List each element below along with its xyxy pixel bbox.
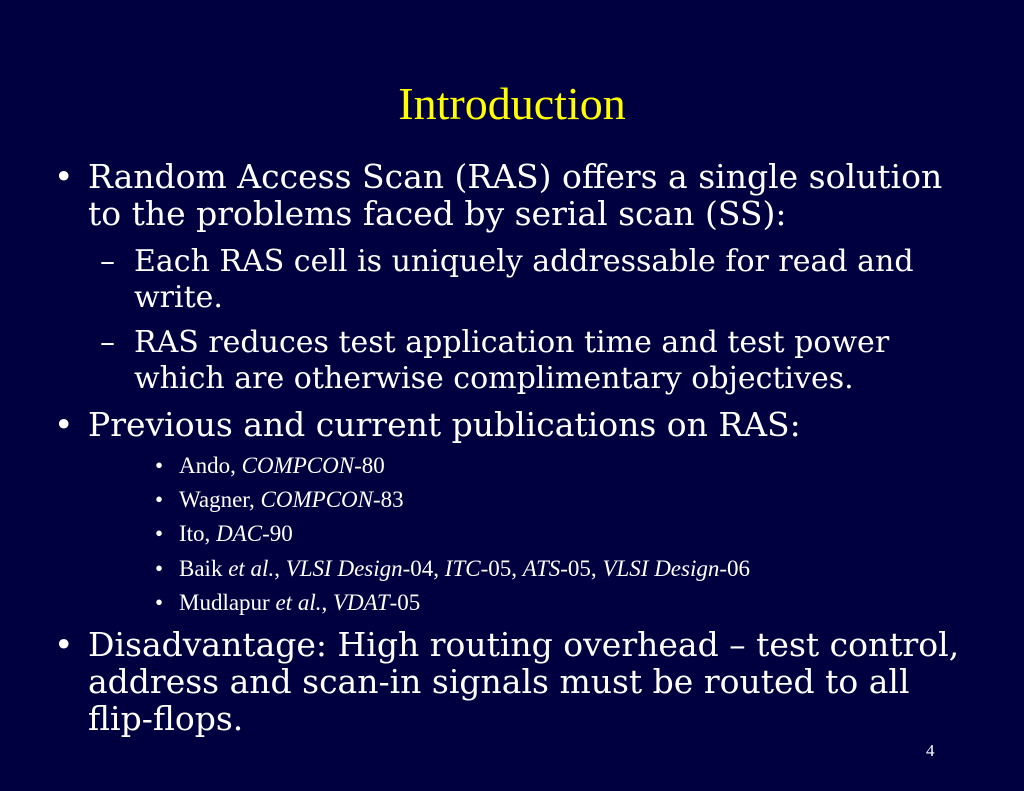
bullet-marker: • [155,590,164,615]
pub-separator: , [321,590,333,615]
publication-baik [155,555,955,583]
pub-venue: COMPCON [260,487,373,512]
page-number: 4 [926,741,935,760]
bullet-marker: • [155,521,164,546]
pub-author: Baik [179,556,229,581]
pub-author: Ito, [179,521,217,546]
bullet-marker: • [155,453,164,478]
pub-venue: DAC [216,521,263,546]
bullet-marker: • [155,556,164,581]
pub-venue: VLSI Design [602,556,720,581]
pub-year: -05, [560,556,603,581]
pub-author: Wagner, [179,487,261,512]
pub-year: -06 [719,556,751,581]
sub-bullet-text: RAS reduces test application time and test power which are otherwise complimentary objectives. [134,325,890,396]
pub-venue: VDAT [332,590,390,615]
pub-year: -05, [480,556,523,581]
pub-year: -80 [354,453,385,478]
publication-wagner [155,486,955,514]
bullet-text: Random Access Scan (RAS) offers a single solution to the problems faced by serial scan (SS): [88,157,943,233]
pub-year: -05 [389,590,421,615]
pub-year: -04, [402,556,445,581]
pub-author: Ando, [179,453,242,478]
bullet-marker: • [54,157,74,196]
pub-venue: ITC [444,556,481,581]
sub-bullet-addressable [100,244,980,316]
sub-bullet-text: Each RAS cell is uniquely addressable for read and write. [134,244,914,315]
bullet-text: Disadvantage: High routing overhead – test control, address and scan-in signals must be routed to all flip-flops. [88,625,960,738]
publication-mudlapur [155,589,955,617]
pub-year: -83 [372,487,404,512]
pub-year: -90 [262,521,293,546]
bullet-marker: • [54,625,74,664]
bullet-text: Previous and current publications on RAS: [88,405,801,444]
bullet-publications [54,406,984,443]
publication-ito [155,520,955,548]
pub-et-al: et al. [275,590,322,615]
bullet-ras-intro [54,158,984,232]
dash-marker: – [100,244,115,279]
pub-venue: ATS [522,556,561,581]
slide-title: Introduction [398,78,626,129]
pub-author: Mudlapur [179,590,276,615]
bullet-marker: • [155,487,164,512]
publication-ando [155,452,955,480]
dash-marker: – [100,325,115,360]
bullet-marker: • [54,405,74,444]
sub-bullet-test-time [100,325,980,397]
pub-separator: , [274,556,286,581]
pub-et-al: et al. [228,556,275,581]
pub-venue: COMPCON [241,453,355,478]
bullet-disadvantage [54,626,984,737]
pub-venue: VLSI Design [285,556,403,581]
